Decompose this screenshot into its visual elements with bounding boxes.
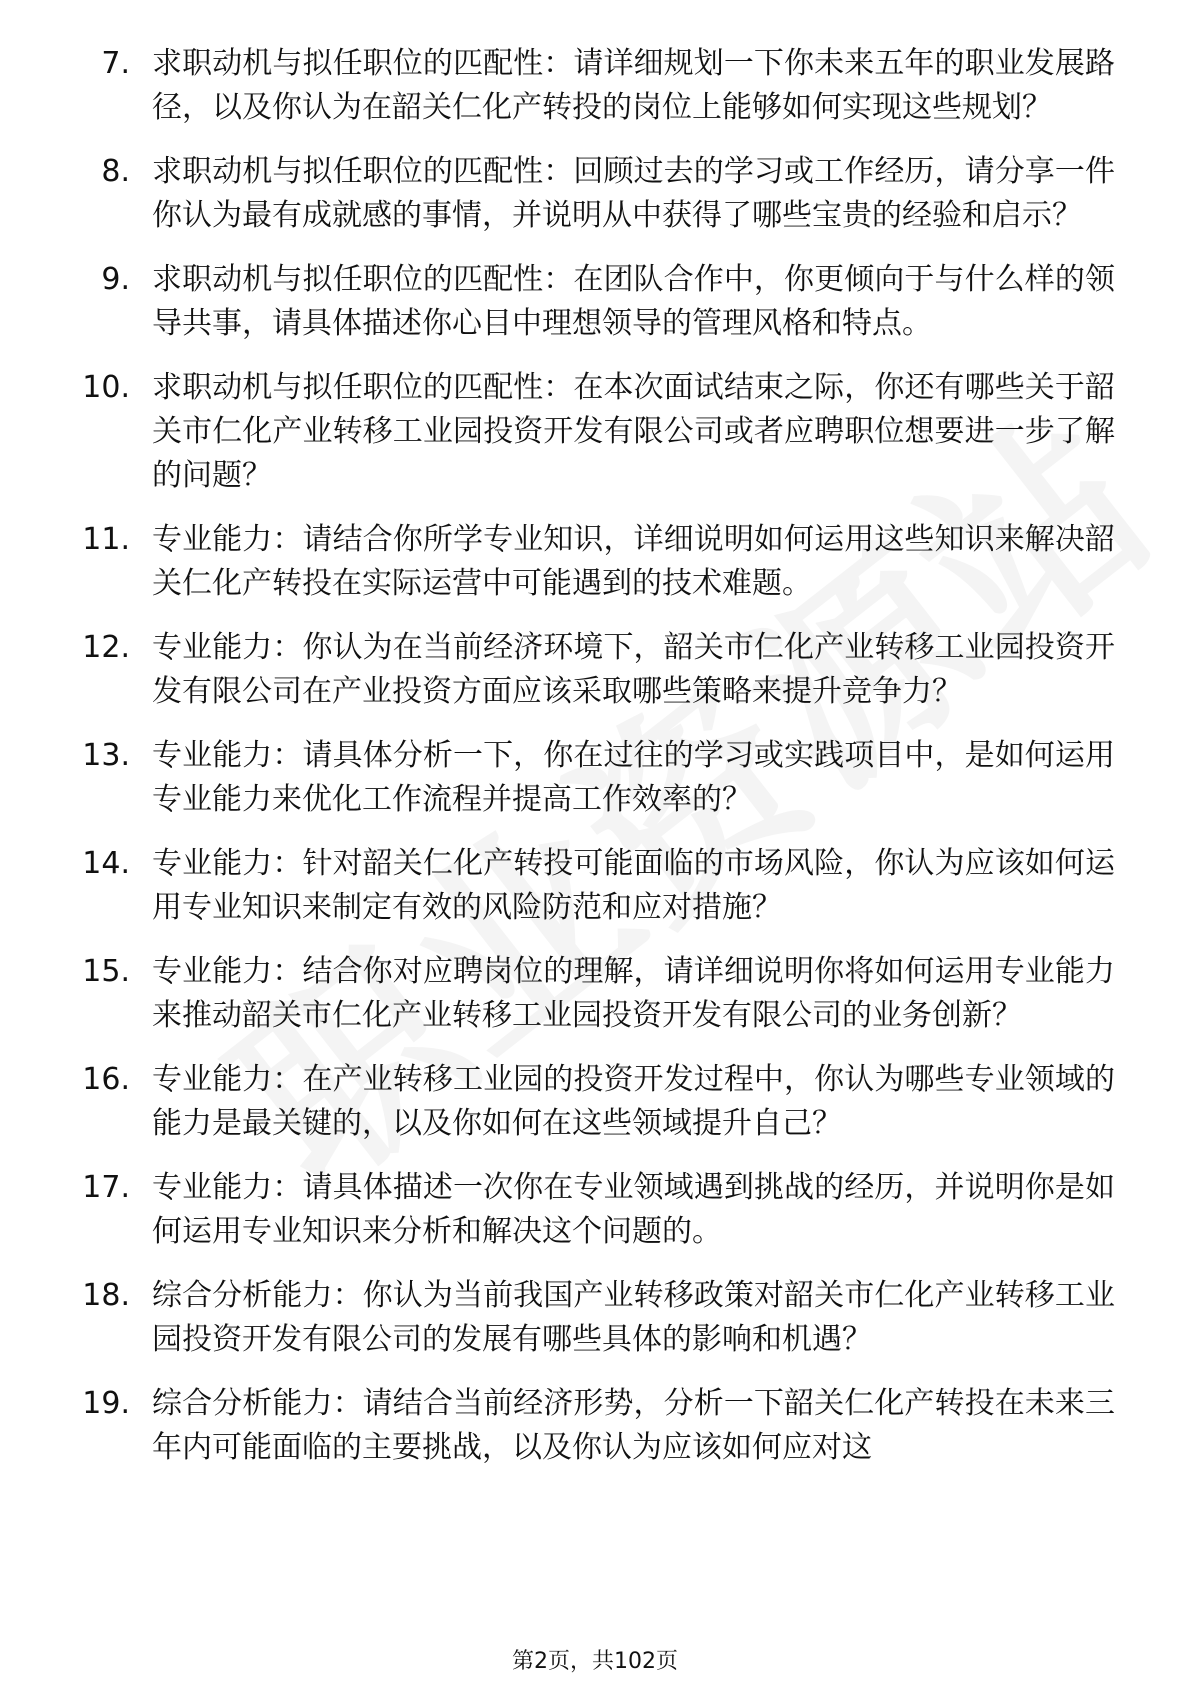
question-number: 9. bbox=[101, 262, 130, 297]
question-number: 17. bbox=[82, 1170, 130, 1205]
question-item bbox=[0, 842, 1190, 930]
question-text: 专业能力：请具体描述一次你在专业领域遇到挑战的经历，并说明你是如何运用专业知识来分析和解决这个问题的。 bbox=[152, 1170, 1115, 1249]
question-item bbox=[0, 1166, 1190, 1254]
question-number: 14. bbox=[82, 846, 130, 881]
question-number: 18. bbox=[82, 1278, 130, 1313]
question-number: 16. bbox=[82, 1062, 130, 1097]
question-text: 综合分析能力：请结合当前经济形势，分析一下韶关仁化产转投在未来三年内可能面临的主要挑战，以及你认为应该如何应对这 bbox=[152, 1386, 1115, 1465]
question-item bbox=[0, 1274, 1190, 1362]
question-item bbox=[0, 366, 1190, 498]
question-number: 13. bbox=[82, 738, 130, 773]
question-text: 专业能力：在产业转移工业园的投资开发过程中，你认为哪些专业领域的能力是最关键的，以及你如何在这些领域提升自己？ bbox=[152, 1062, 1115, 1141]
question-item bbox=[0, 626, 1190, 714]
question-number: 7. bbox=[101, 46, 130, 81]
question-text: 求职动机与拟任职位的匹配性：在团队合作中，你更倾向于与什么样的领导共事，请具体描述你心目中理想领导的管理风格和特点。 bbox=[152, 262, 1115, 341]
question-text: 综合分析能力：你认为当前我国产业转移政策对韶关市仁化产业转移工业园投资开发有限公司的发展有哪些具体的影响和机遇？ bbox=[152, 1278, 1115, 1357]
question-text: 求职动机与拟任职位的匹配性：回顾过去的学习或工作经历，请分享一件你认为最有成就感的事情，并说明从中获得了哪些宝贵的经验和启示？ bbox=[152, 154, 1115, 233]
question-text: 专业能力：请结合你所学专业知识，详细说明如何运用这些知识来解决韶关仁化产转投在实际运营中可能遇到的技术难题。 bbox=[152, 522, 1115, 601]
question-number: 10. bbox=[82, 370, 130, 405]
question-item bbox=[0, 42, 1190, 130]
question-text: 专业能力：请具体分析一下，你在过往的学习或实践项目中，是如何运用专业能力来优化工作流程并提高工作效率的？ bbox=[152, 738, 1115, 817]
question-number: 8. bbox=[101, 154, 130, 189]
question-item bbox=[0, 734, 1190, 822]
question-item bbox=[0, 1058, 1190, 1146]
question-text: 专业能力：针对韶关仁化产转投可能面临的市场风险，你认为应该如何运用专业知识来制定有效的风险防范和应对措施？ bbox=[152, 846, 1115, 925]
question-item bbox=[0, 518, 1190, 606]
question-item bbox=[0, 258, 1190, 346]
question-text: 专业能力：你认为在当前经济环境下，韶关市仁化产业转移工业园投资开发有限公司在产业投资方面应该采取哪些策略来提升竞争力？ bbox=[152, 630, 1115, 709]
question-number: 12. bbox=[82, 630, 130, 665]
question-text: 求职动机与拟任职位的匹配性：请详细规划一下你未来五年的职业发展路径，以及你认为在韶关仁化产转投的岗位上能够如何实现这些规划？ bbox=[152, 46, 1115, 125]
question-list bbox=[0, 42, 1190, 1490]
question-number: 15. bbox=[82, 954, 130, 989]
question-item bbox=[0, 150, 1190, 238]
question-item bbox=[0, 1382, 1190, 1470]
question-number: 19. bbox=[82, 1386, 130, 1421]
question-text: 求职动机与拟任职位的匹配性：在本次面试结束之际，你还有哪些关于韶关市仁化产业转移工业园投资开发有限公司或者应聘职位想要进一步了解的问题？ bbox=[152, 370, 1115, 493]
question-number: 11. bbox=[82, 522, 130, 557]
question-item bbox=[0, 950, 1190, 1038]
question-text: 专业能力：结合你对应聘岗位的理解，请详细说明你将如何运用专业能力来推动韶关市仁化产业转移工业园投资开发有限公司的业务创新？ bbox=[152, 954, 1115, 1033]
page-number-label: 第2页，共102页 bbox=[512, 1649, 678, 1674]
page-footer bbox=[0, 1648, 1190, 1676]
